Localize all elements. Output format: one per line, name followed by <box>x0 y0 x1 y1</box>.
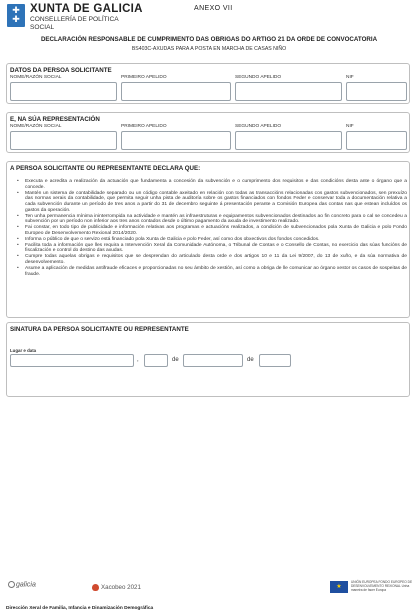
solicitante-segundo-apelido-input[interactable] <box>235 82 342 101</box>
bullet-icon: • <box>17 213 19 219</box>
page-footer <box>0 573 418 616</box>
section-title: A PERSOA SOLICITANTE OU REPRESENTANTE DECLARA QUE: <box>10 165 201 172</box>
comma-separator: , <box>137 357 139 363</box>
representante-primeiro-apelido-input[interactable] <box>121 131 231 150</box>
list-item: • Fai constar, en todo tipo de publicidade e información relativas aos programas e actuacións realizados, a condición de subvencionados pola Xunta de Galicia e polo Fondo Europeo de Desenvolvemento Rexional 2014/2020. <box>17 225 407 236</box>
brand-name: XUNTA DE GALICIA <box>30 3 143 15</box>
solicitante-nome-input[interactable] <box>10 82 117 101</box>
year-input[interactable] <box>259 354 291 367</box>
sinatura-section <box>6 322 410 397</box>
section-title: SINATURA DA PERSOA SOLICITANTE OU REPRESENTANTE <box>10 326 189 333</box>
list-item: • Cumpre todas aquelas obrigas e requisitos que se desprendan do articulado desta orde e dos artigos 10 e 11 da Lei 9/2007, do 13 de xuño, e da súa normativa de desenvolvemento. <box>17 254 407 265</box>
galicia-logo: galicia <box>8 581 36 588</box>
field-label: NIF <box>346 124 354 129</box>
field-label: NIF <box>346 75 354 80</box>
day-input[interactable] <box>144 354 168 367</box>
direccion-xeral: Dirección Xeral de Familia, Infancia e Dinamización Demográfica <box>6 606 154 611</box>
field-label: PRIMEIRO APELIDO <box>121 75 167 80</box>
month-input[interactable] <box>183 354 243 367</box>
field-label: NOME/RAZÓN SOCIAL <box>10 75 62 80</box>
document-subtitle: BS403C-AXUDAS PARA A POSTA EN MARCHA DE CASAS NIÑO <box>131 46 287 52</box>
department-name: CONSELLERÍA DE POLÍTICA SOCIAL <box>30 16 119 31</box>
de-separator: de <box>247 357 254 363</box>
galicia-swirl-icon <box>8 581 15 588</box>
declaration-list <box>17 179 407 277</box>
bullet-icon: • <box>17 179 19 184</box>
solicitante-section <box>6 63 410 104</box>
xacobeo-logo: Xacobeo 2021 <box>92 584 141 591</box>
field-label: PRIMEIRO APELIDO <box>121 124 167 129</box>
eu-flag-icon: ★ <box>330 581 348 593</box>
xacobeo-shell-icon <box>92 584 99 591</box>
solicitante-primeiro-apelido-input[interactable] <box>121 82 231 101</box>
bullet-icon: • <box>17 225 19 231</box>
list-item: • Facilita toda a información que lles requira a Intervención Xeral da Comunidade Autónoma, o Tribunal de Contas e o Consello de Contas, no exercicio das súas funcións de fiscalización e control do destino das axudas. <box>17 242 407 254</box>
list-item: • Ten unha permanencia mínima ininterrompida na actividade e mantén as infraestruturas e equipamentos subvencionados destinados ao fin concreto para o cal se concedeu a subvención por un período non inferior aos tres anos contados desde o último pagamento da axuda de investimento realizado. <box>17 213 407 225</box>
representante-nif-input[interactable] <box>346 131 407 150</box>
section-title: E, NA SÚA REPRESENTACIÓN <box>10 116 100 123</box>
place-input[interactable] <box>10 354 134 367</box>
list-item: • Mantén un sistema de contabilidade separado ou un código contable axeitado en relación con todas as transaccións relacionadas cos gastos subvencionados, sen prexuízo das normas xerais da contabilidade, que permita seguir unha pista de auditoría sobre os gastos financiados con fondos Feder e conservar toda a documentación relativa a cada subvención durante un período de tres anos a partir do 31 de decembro seguinte á presentación perante a Comisión Europea das contas nas que estean incluídos os gastos da operación. <box>17 190 407 213</box>
bullet-icon: • <box>17 190 19 196</box>
eu-funding-text: UNIÓN EUROPEA FONDO EUROPEO DE DESENVOLVEMENTO REXIONAL Unha maneira de facer Europa <box>351 580 413 592</box>
representante-nome-input[interactable] <box>10 131 117 150</box>
declaracion-section <box>6 161 410 318</box>
place-date-label: Lugar e data <box>10 348 37 353</box>
field-label: SEGUNDO APELIDO <box>235 124 282 129</box>
section-title: DATOS DA PERSOA SOLICITANTE <box>10 67 112 74</box>
bullet-icon: • <box>17 242 19 248</box>
annex-label: ANEXO VII <box>194 5 233 12</box>
de-separator: de <box>172 357 179 363</box>
document-title: DECLARACIÓN RESPONSABLE DE CUMPRIMENTO DAS OBRIGAS DO ARTIGO 21 DA ORDE DE CONVOCATORIA <box>40 36 378 43</box>
bullet-icon: • <box>17 265 19 271</box>
field-label: SEGUNDO APELIDO <box>235 75 282 80</box>
list-item: • Executa e acredita a realización da actuación que fundamenta a concesión da subvención e o cumprimento dos requisitos e das condicións desta ante o órgano que a concede. <box>17 179 407 190</box>
bullet-icon: • <box>17 254 19 260</box>
xunta-shield-icon: ✚ ✚ <box>7 4 25 27</box>
representante-segundo-apelido-input[interactable] <box>235 131 342 150</box>
list-item: • Informa o público de que o servizo está financiado pola Xunta de Galicia e polo Feder, así como dos obxectivos dos fondos concedidos. <box>17 236 320 242</box>
solicitante-nif-input[interactable] <box>346 82 407 101</box>
bullet-icon: • <box>17 236 19 242</box>
page-header <box>6 3 412 37</box>
field-label: NOME/RAZÓN SOCIAL <box>10 124 62 129</box>
representante-section <box>6 112 410 153</box>
list-item: • Asume a aplicación de medidas antifraude eficaces e proporcionadas no seu ámbito de xestión, así como a obriga de lle comunicar ao órgano xestor os casos de sospeitas de fraude. <box>17 265 407 277</box>
